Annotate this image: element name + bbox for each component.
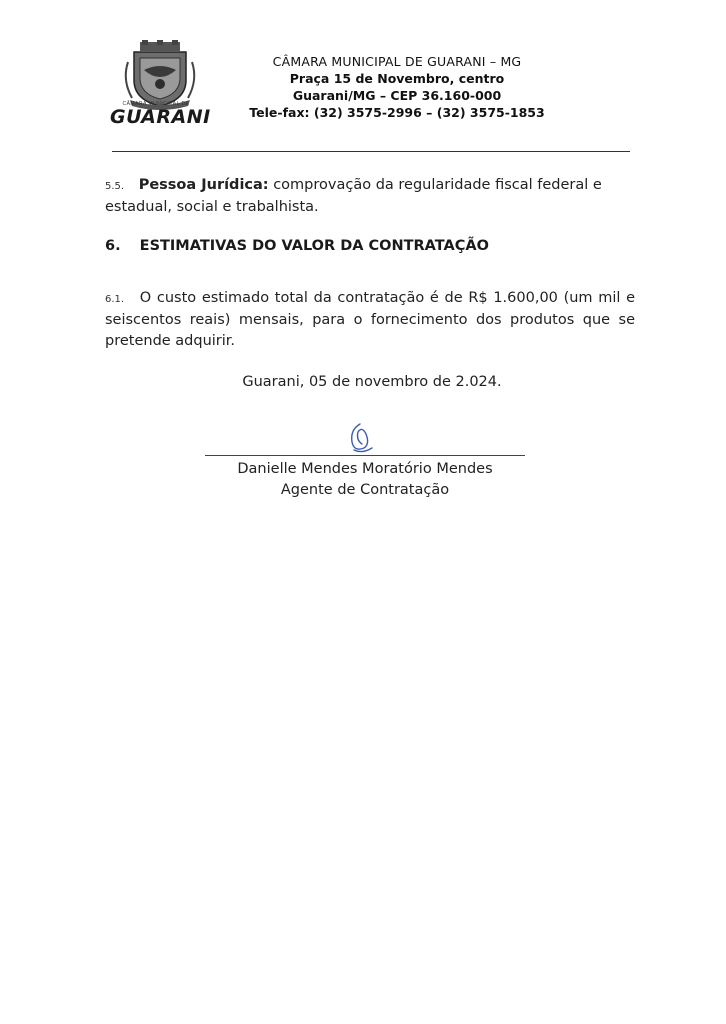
signature-line <box>205 455 525 456</box>
clause-text: comprovação da regularidade fiscal federal e estadual, social e trabalhista. <box>105 177 602 215</box>
clause-text: O custo estimado total da contratação é de R$ 1.600,00 (um mil e seiscentos reais) mensais, para o fornecimento dos produtos que se pretende adquirir. <box>105 290 636 349</box>
clause-5-5 <box>105 175 635 218</box>
signer-role: Agente de Contratação <box>280 482 450 498</box>
section-heading-6 <box>105 238 489 254</box>
header-divider <box>112 151 630 152</box>
signer-block <box>205 459 525 501</box>
section-title: ESTIMATIVAS DO VALOR DA CONTRATAÇÃO <box>139 238 489 254</box>
signer-name: Danielle Mendes Moratório Mendes <box>237 461 493 477</box>
institution-phone: Tele-fax: (32) 3575-2996 – (32) 3575-1853 <box>249 105 545 120</box>
logo-caption: CÂMARA MUNICIPAL DE <box>122 101 190 107</box>
section-number: 6. <box>105 238 121 254</box>
date-line: Guarani, 05 de novembro de 2.024. <box>242 374 502 390</box>
institution-header <box>232 53 562 121</box>
clause-number: 6.1. <box>105 294 125 305</box>
clause-number: 5.5. <box>105 181 125 192</box>
clause-6-1 <box>105 288 635 352</box>
institution-address: Praça 15 de Novembro, centro <box>289 71 505 86</box>
logo-wordmark: GUARANI <box>110 106 211 128</box>
institution-name: CÂMARA MUNICIPAL DE GUARANI – MG <box>272 54 522 69</box>
clause-label: Pessoa Jurídica: <box>138 177 269 193</box>
institution-city: Guarani/MG – CEP 36.160-000 <box>292 88 502 103</box>
handwritten-signature <box>340 420 380 456</box>
